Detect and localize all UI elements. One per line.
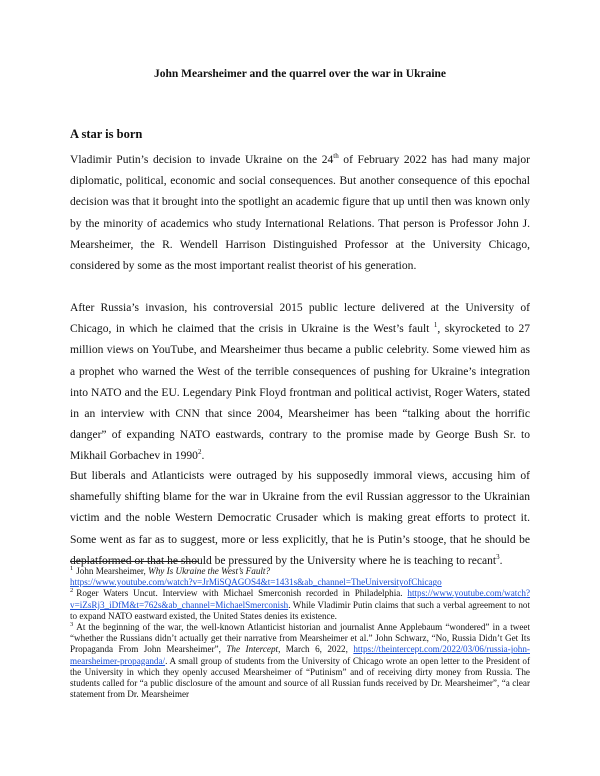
footnote-ref-1[interactable]: 1 xyxy=(433,321,438,330)
section-heading: A star is born xyxy=(70,127,143,141)
footnote-text: , March 6, 2022, xyxy=(278,644,354,655)
paragraph-3-text-b: . xyxy=(499,554,503,567)
footnote-ref-3[interactable]: 3 xyxy=(496,552,500,561)
footnote-1 xyxy=(70,566,530,588)
paragraph-1-text-b: of February 2022 has had many major diplomatic, political, economic and social consequences. But another consequence of this epochal decision was that it brought into the spotlight an academic figure that up until then was known only by the minority of academics who study International Relations. That person is Professor John J. Mearsheimer, the R. Wendell Harrison Distinguished Professor at the University Chicago, considered by some as the most important realist theorist of his generation. xyxy=(70,154,530,273)
footnote-ref-2[interactable]: 2 xyxy=(197,448,202,457)
footnote-number: 3 xyxy=(70,620,74,628)
ordinal-superscript: th xyxy=(333,152,339,161)
footnote-title: Why Is Ukraine the West’s Fault? xyxy=(148,566,271,576)
footnote-text: . While Vladimir Putin claims that such a verbal agreement to not to expand NATO eastward existed, the United States denies its existence. xyxy=(70,599,530,621)
paragraph-2-text-c: . xyxy=(201,450,205,463)
paragraph-3 xyxy=(70,466,530,572)
footnote-text: . A small group of students from the University of Chicago wrote an open letter to the President of the University in which they openly accused Mearsheimer of “Putinism” and of receiving dirty money from Russia. The students called for “a public disclosure of the amount and source of all Russian funds received by Dr. Mearsheimer”, “a clear statement from Dr. Mearsheimer xyxy=(70,655,530,700)
paragraph-1-text-a: Vladimir Putin’s decision to invade Ukraine on the 24 xyxy=(70,154,334,166)
footnote-publication: The Intercept xyxy=(226,644,279,655)
footnote-3 xyxy=(70,622,530,700)
footnote-link[interactable]: https://www.youtube.com/watch?v=iZsRj3_iDfM&t=762s&ab_channel=MichaelSmerconish xyxy=(70,588,530,610)
footnote-number: 1 xyxy=(70,564,74,572)
footnote-text: John Mearsheimer, xyxy=(76,566,149,576)
paragraph-2-text-a: After Russia’s invasion, his controversial 2015 public lecture delivered at the University of Chicago, in which he claimed that the crisis in Ukraine is the West’s fault xyxy=(70,302,530,336)
paragraph-3-text-a: But liberals and Atlanticists were outraged by his supposedly immoral views, accusing him of shamefully shifting blame for the war in Ukraine from the evil Russian aggressor to the Ukrainian victim and the noble Western Democratic Crusader which is making great efforts to protect it. Some went as far as to suggest, more or less explicitly, that he is Putin’s stooge, that he should be deplatformed or that he should be pressured by the University where he is teaching to recant xyxy=(70,470,530,567)
footnote-number: 2 xyxy=(70,587,74,595)
footnote-link[interactable]: https://www.youtube.com/watch?v=JrMiSQAGOS4&t=1431s&ab_channel=TheUniversityofChicago xyxy=(70,577,442,588)
paragraph-1 xyxy=(70,150,530,277)
document-title: John Mearsheimer and the quarrel over the war in Ukraine xyxy=(153,68,447,80)
footnote-2 xyxy=(70,588,530,622)
paragraph-2-text-b: , skyrocketed to 27 million views on YouTube, and Mearsheimer thus became a public celebrity. Some viewed him as a prophet who warned the West of the terrible consequences of pushing for Ukraine’s integration into NATO and the EU. Legendary Pink Floyd frontman and political activist, Roger Waters, stated in an interview with CNN that since 2004, Mearsheimer has been “talking about the horrific danger” of expanding NATO eastwards, contrary to the promise made by George Bush Sr. to Mikhail Gorbachev in 1990 xyxy=(70,323,530,463)
footnotes xyxy=(70,566,530,700)
paragraph-2 xyxy=(70,298,530,468)
footnote-text: At the beginning of the war, the well-known Atlanticist historian and journalist Anne Applebaum “wondered” in a tweet “whether the Russians didn’t actually get their narrative from Mearsheimer et al.” John Schwarz, “No, Russia Didn’t Get Its Propaganda From John Mearsheimer”, xyxy=(70,622,530,655)
footnote-separator xyxy=(70,561,198,562)
footnote-text: Roger Waters Uncut. Interview with Michael Smerconish recorded in Philadelphia. xyxy=(76,588,408,599)
footnote-link[interactable]: https://theintercept.com/2022/03/06/russia-john-mearsheimer-propaganda/ xyxy=(70,644,530,666)
